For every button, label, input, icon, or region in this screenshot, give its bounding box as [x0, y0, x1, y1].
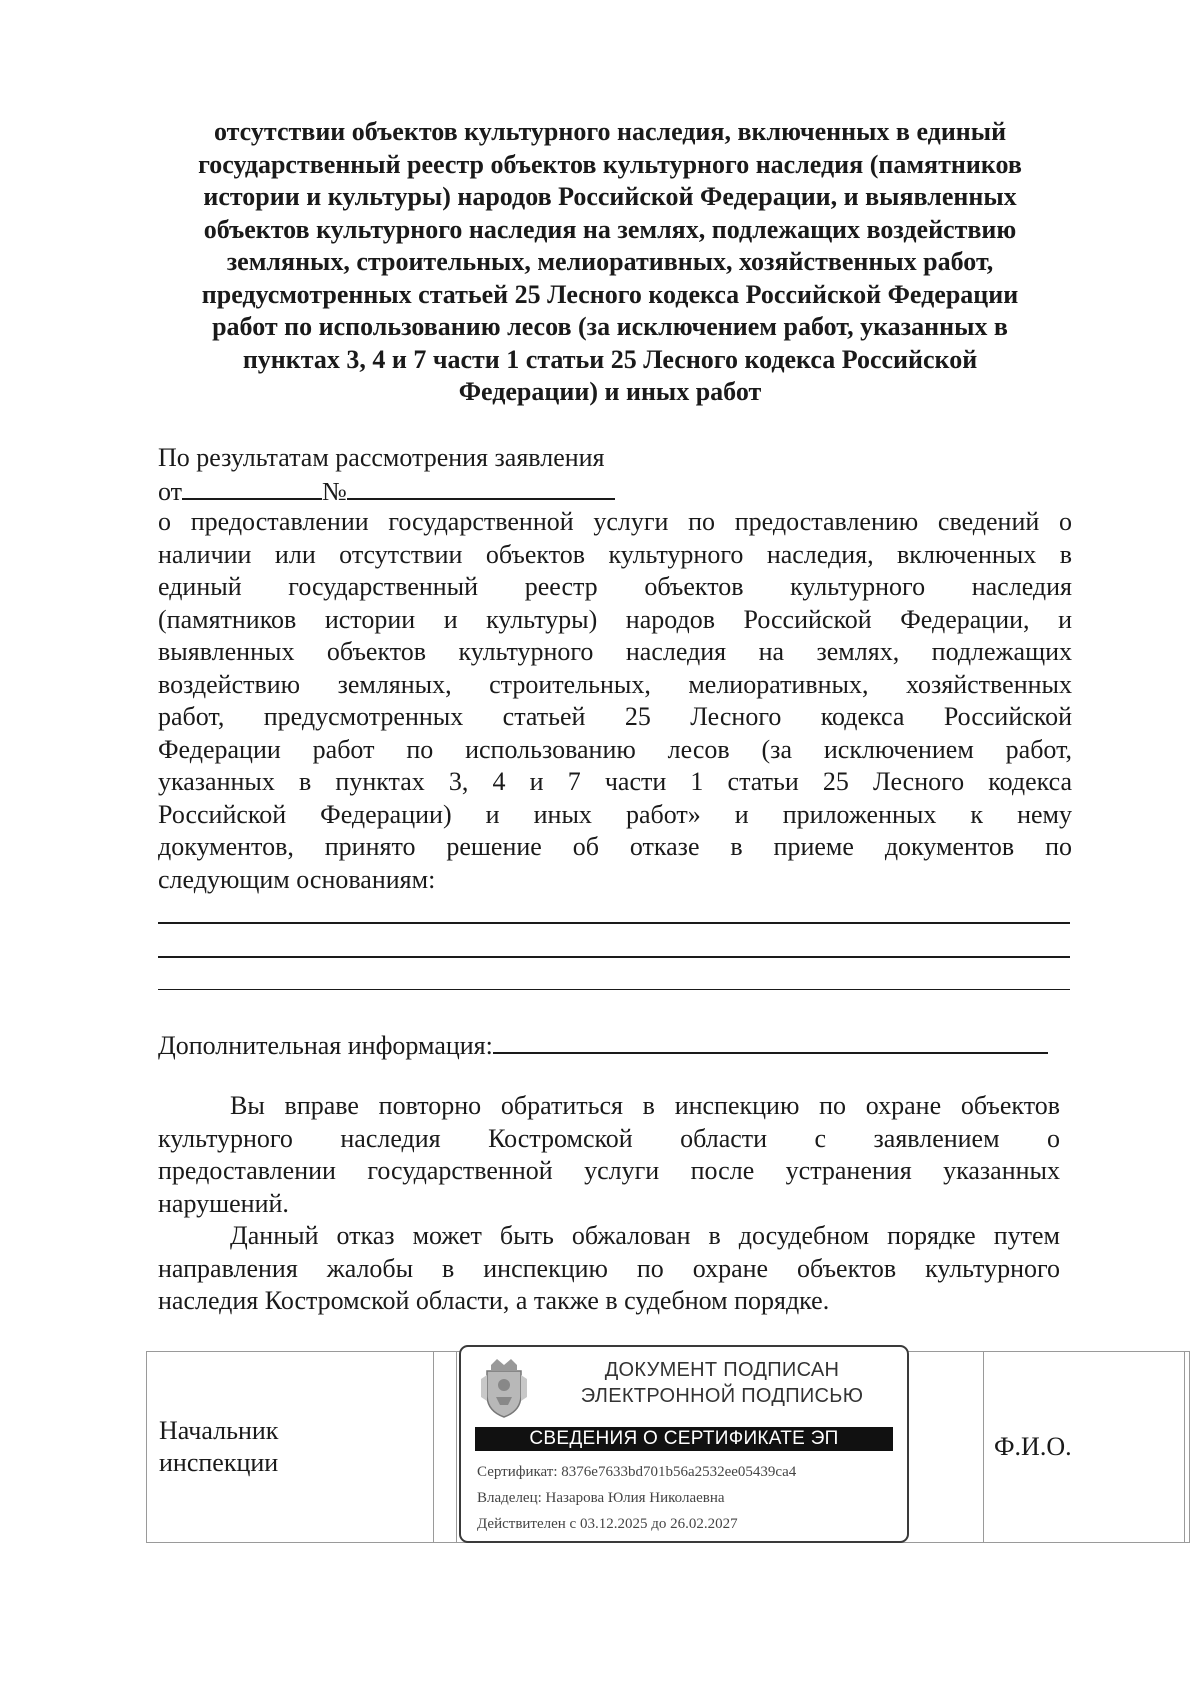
- empty-cell: [1185, 1352, 1190, 1543]
- grounds-line-3[interactable]: [158, 989, 1070, 990]
- paragraph-line: предоставлении государственной услуги после устранения указанных: [158, 1156, 1060, 1185]
- signer-name: Ф.И.О.: [984, 1352, 1185, 1543]
- title-line: земляных, строительных, мелиоративных, хозяйственных работ,: [226, 247, 994, 276]
- body-line: Российской Федерации) и иных работ» и приложенных к нему: [158, 799, 1072, 829]
- title-line: объектов культурного наследия на землях, подлежащих воздействию: [203, 214, 1017, 244]
- stamp-title: ЭЛЕКТРОННОЙ ПОДПИСЬЮ: [580, 1385, 864, 1407]
- title-line: Федерации) и иных работ: [458, 377, 762, 406]
- application-date-number-line: [158, 474, 615, 508]
- number-label: №: [322, 477, 347, 506]
- reapply-paragraph: [158, 1090, 1060, 1220]
- application-date-field[interactable]: [182, 474, 322, 500]
- electronic-signature-stamp: [459, 1345, 909, 1543]
- body-line: наличии или отсутствии объектов культурного наследия, включенных в: [158, 539, 1072, 569]
- position-line: Начальник: [159, 1416, 279, 1445]
- appeal-paragraph: [158, 1220, 1060, 1318]
- body-line: указанных в пунктах 3, 4 и 7 части 1 статьи 25 Лесного кодекса: [158, 767, 1072, 796]
- title-line: отсутствии объектов культурного наследия, включенных в единый: [213, 117, 1007, 146]
- title-line: работ по использованию лесов (за исключением работ, указанных в: [212, 312, 1008, 341]
- body-line: единый государственный реестр объектов культурного наследия: [158, 572, 1072, 601]
- certificate-validity: Действителен с 03.12.2025 до 26.02.2027: [477, 1516, 738, 1532]
- spacer-cell: [434, 1352, 457, 1543]
- title-line: пунктах 3, 4 и 7 части 1 статьи 25 Лесного кодекса Российской: [242, 344, 978, 374]
- paragraph-line: нарушений.: [158, 1188, 289, 1218]
- body-line: выявленных объектов культурного наследия на землях, подлежащих: [158, 637, 1072, 666]
- paragraph-line: наследия Костромской области, а также в судебном порядке.: [158, 1286, 830, 1315]
- body-line: работ, предусмотренных статьей 25 Лесного кодекса Российской: [158, 702, 1072, 731]
- body-line: документов, принято решение об отказе в приеме документов по: [158, 832, 1072, 861]
- signature-table: [146, 1351, 1190, 1543]
- paragraph-line: культурного наследия Костромской области с заявлением о: [158, 1123, 1060, 1153]
- additional-info-line: [158, 1028, 1048, 1062]
- decision-text: [158, 506, 1072, 896]
- certificate-owner: Владелец: Назарова Юлия Николаевна: [477, 1490, 725, 1506]
- signer-position: [147, 1352, 434, 1543]
- paragraph-line: направления жалобы в инспекцию по охране объектов культурного: [158, 1253, 1060, 1283]
- additional-info-label: Дополнительная информация:: [158, 1031, 493, 1060]
- certificate-number: Сертификат: 8376e7633bd701b56a2532ee05439ca4: [477, 1464, 797, 1480]
- body-line: следующим основаниям:: [158, 864, 436, 894]
- signature-cell: [457, 1352, 984, 1543]
- body-line: воздействию земляных, строительных, мелиоративных, хозяйственных: [158, 669, 1072, 699]
- paragraph-line: Данный отказ может быть обжалован в досудебном порядке путем: [230, 1221, 1060, 1250]
- body-line: (памятников истории и культуры) народов Российской Федерации, и: [158, 604, 1072, 634]
- title-line: истории и культуры) народов Российской Федерации, и выявленных: [203, 182, 1017, 211]
- stamp-certificate-header: СВЕДЕНИЯ О СЕРТИФИКАТЕ ЭП: [475, 1427, 893, 1451]
- document-title: [150, 116, 1070, 409]
- title-line: государственный реестр объектов культурного наследия (памятников: [198, 149, 1022, 179]
- title-line: предусмотренных статьей 25 Лесного кодекса Российской Федерации: [201, 279, 1019, 309]
- body-line: Федерации работ по использованию лесов (за исключением работ,: [158, 734, 1072, 764]
- grounds-line-2[interactable]: [158, 956, 1070, 958]
- grounds-line-1[interactable]: [158, 922, 1070, 924]
- paragraph-line: Вы вправе повторно обратиться в инспекцию по охране объектов: [230, 1091, 1060, 1120]
- body-line: о предоставлении государственной услуги по предоставлению сведений о: [158, 507, 1072, 536]
- additional-info-field[interactable]: [493, 1028, 1048, 1054]
- from-label: от: [158, 477, 183, 506]
- coat-of-arms-icon: [477, 1357, 531, 1419]
- stamp-title: ДОКУМЕНТ ПОДПИСАН: [604, 1359, 840, 1381]
- application-intro: По результатам рассмотрения заявления: [158, 443, 605, 472]
- position-line: инспекции: [159, 1448, 279, 1477]
- application-number-field[interactable]: [347, 474, 615, 500]
- stamp-certificate-info: [477, 1459, 796, 1537]
